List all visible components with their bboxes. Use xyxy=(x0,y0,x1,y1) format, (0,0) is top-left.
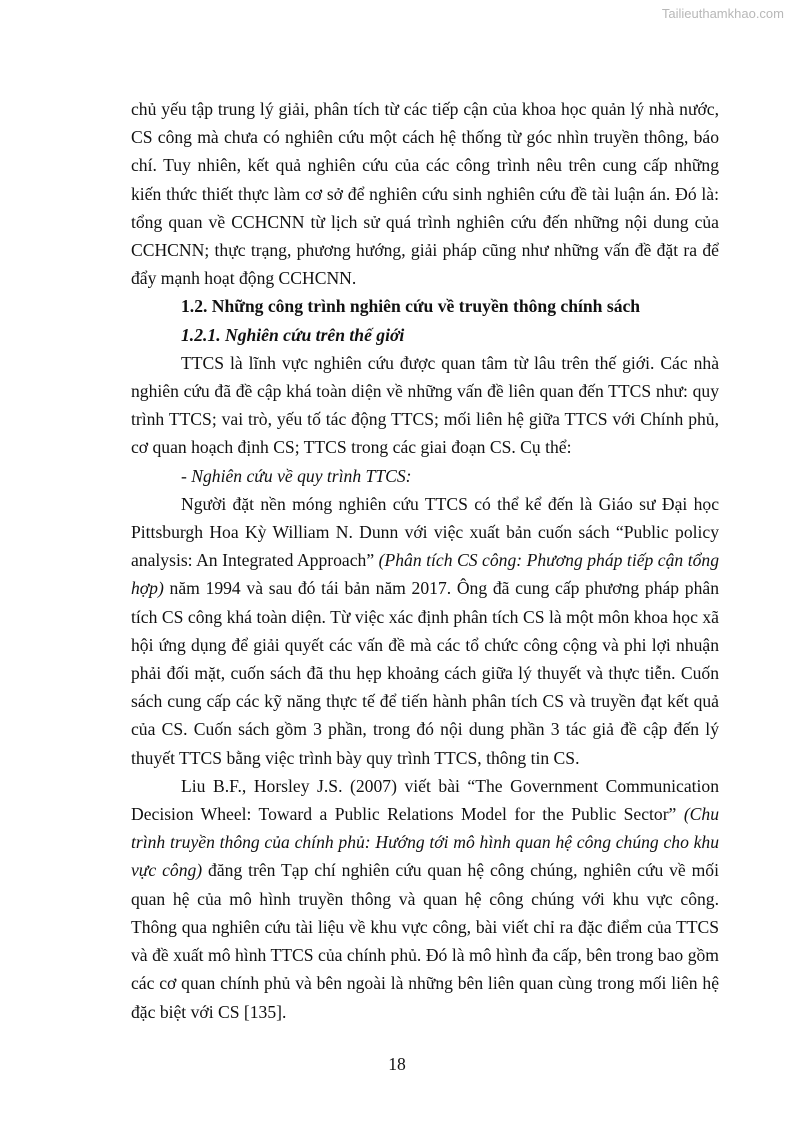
dunn-text-end: năm 1994 và sau đó tái bản năm 2017. Ông đã cung cấp phương pháp phân tích CS công khá toàn diện. Từ việc xác định phân tích CS là một môn khoa học xã hội ứng dụng để giải quyết các vấn đề mà các tổ chức công cộng và phi lợi nhuận phải đối mặt, cuốn sách đã thu hẹp khoảng cách giữa lý thuyết và thực tiễn. Cuốn sách cung cấp các kỹ năng thực tế để tiến hành phân tích CS và truyền đạt kết quả của CS. Cuốn sách gồm 3 phần, trong đó nội dung phần 3 tác giả đề cập đến lý thuyết TTCS bằng việc trình bày quy trình TTCS, thông tin CS. xyxy=(131,578,719,768)
watermark: Tailieuthamkhao.com xyxy=(661,6,784,21)
paragraph-liu-horsley xyxy=(131,772,719,1026)
sub-topic-label: - Nghiên cứu về quy trình TTCS: xyxy=(181,465,412,486)
page-number: 18 xyxy=(388,1054,406,1074)
section-heading: 1.2. Những công trình nghiên cứu về truyền thông chính sách xyxy=(181,296,641,317)
subsection-heading: 1.2.1. Nghiên cứu trên thế giới xyxy=(181,324,405,345)
paragraph-overview: TTCS là lĩnh vực nghiên cứu được quan tâm từ lâu trên thế giới. Các nhà nghiên cứu đã đề cập khá toàn diện về những vấn đề liên quan đến TTCS như: quy trình TTCS; vai trò, yếu tố tác động TTCS; mối liên hệ giữa TTCS với Chính phủ, cơ quan hoạch định CS; TTCS trong các giai đoạn CS. Cụ thể: xyxy=(131,352,719,458)
dunn-translation: (Phân tích CS công: Phương pháp tiếp cận tổng hợp) xyxy=(131,550,719,599)
page-body xyxy=(131,95,719,1026)
liu-text-start: Liu B.F., Horsley J.S. (2007) viết bài “The Government Communication Decision Wheel: Toward a Public Relations Model for the Public Sector” xyxy=(131,775,719,825)
dunn-text-start: Người đặt nền móng nghiên cứu TTCS có thể kể đến là Giáo sư Đại học Pittsburgh Hoa Kỳ William N. Dunn với việc xuất bản cuốn sách “Public policy analysis: An Integrated Approach” xyxy=(131,493,719,571)
paragraph-intro: chủ yếu tập trung lý giải, phân tích từ các tiếp cận của khoa học quản lý nhà nước, CS công mà chưa có nghiên cứu một cách hệ thống từ góc nhìn truyền thông, báo chí. Tuy nhiên, kết quả nghiên cứu của các công trình nêu trên cung cấp những kiến thức thiết thực làm cơ sở để nghiên cứu sinh nghiên cứu đề tài luận án. Đó là: tổng quan về CCHCNN từ lịch sử quá trình nghiên cứu đến những nội dung của CCHCNN; thực trạng, phương hướng, giải pháp cũng như những vấn đề đặt ra để đẩy mạnh hoạt động CCHCNN. xyxy=(131,99,719,289)
paragraph-dunn xyxy=(131,490,719,772)
liu-translation: (Chu trình truyền thông của chính phủ: Hướng tới mô hình quan hệ công chúng cho khu vực công) xyxy=(131,804,719,881)
liu-text-end: đăng trên Tạp chí nghiên cứu quan hệ công chúng, nghiên cứu về mối quan hệ của mô hình truyền thông và quan hệ công chúng với khu vực công. Thông qua nghiên cứu tài liệu về khu vực công, bài viết chỉ ra đặc điểm của TTCS và đề xuất mô hình TTCS của chính phủ. Đó là mô hình đa cấp, bên trong bao gồm các cơ quan chính phủ và bên ngoài là những bên liên quan cùng trong mối liên hệ đặc biệt với CS [135]. xyxy=(131,860,719,1022)
